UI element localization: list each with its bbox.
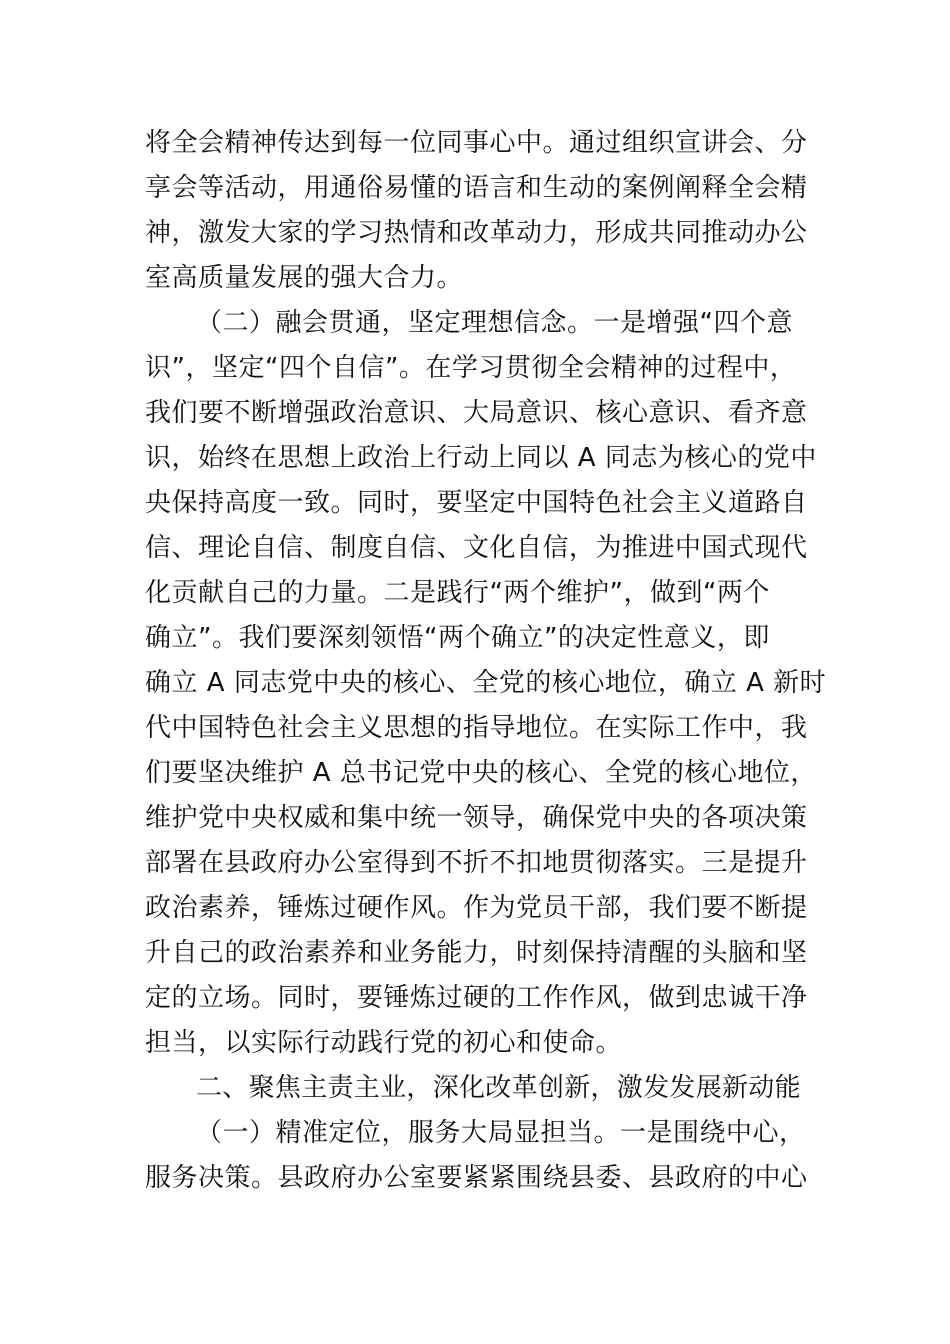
text-line: 央保持高度一致。同时，要坚定中国特色社会主义道路自: [145, 488, 808, 518]
text-line: 享会等活动，用通俗易懂的语言和生动的案例阐释全会精: [145, 173, 808, 203]
text-line: 识，始终在思想上政治上行动上同以 A 同志为核心的党中: [145, 443, 817, 473]
text-line: 确立 A 同志党中央的核心、全党的核心地位，确立 A 新时: [145, 668, 827, 698]
text-line: 信、理论自信、制度自信、文化自信，为推进中国式现代: [145, 533, 808, 563]
text-line: 定的立场。同时，要锤炼过硬的工作作风，做到忠诚干净: [145, 983, 808, 1013]
text-line: 们要坚决维护 A 总书记党中央的核心、全党的核心地位，: [145, 758, 817, 788]
text-line: 将全会精神传达到每一位同事心中。通过组织宣讲会、分: [145, 128, 808, 158]
text-line: 识”，坚定“四个自信”。在学习贯彻全会精神的过程中，: [145, 353, 797, 383]
text-line: 部署在县政府办公室得到不折不扣地贯彻落实。三是提升: [145, 848, 808, 878]
text-line: 室高质量发展的强大合力。: [145, 263, 464, 293]
text-line: 升自己的政治素养和业务能力，时刻保持清醒的头脑和坚: [145, 938, 808, 968]
text-line: 化贡献自己的力量。二是践行“两个维护”，做到“两个: [145, 578, 770, 608]
text-line: 神，激发大家的学习热情和改革动力，形成共同推动办公: [145, 218, 808, 248]
paragraph-start-line: （一）精准定位，服务大局显担当。一是围绕中心，: [196, 1118, 806, 1148]
paragraph-start-line: （二）融会贯通，坚定理想信念。一是增强“四个意: [196, 308, 793, 338]
text-line: 确立”。我们要深刻领悟“两个确立”的决定性意义，即: [145, 623, 770, 653]
text-line: 代中国特色社会主义思想的指导地位。在实际工作中，我: [145, 713, 808, 743]
text-line: 维护党中央权威和集中统一领导，确保党中央的各项决策: [145, 803, 808, 833]
text-line: 服务决策。县政府办公室要紧紧围绕县委、县政府的中心: [145, 1163, 808, 1193]
section-heading: 二、聚焦主责主业，深化改革创新，激发发展新动能: [196, 1073, 801, 1103]
text-line: 政治素养，锤炼过硬作风。作为党员干部，我们要不断提: [145, 893, 808, 923]
text-line: 担当，以实际行动践行党的初心和使命。: [145, 1028, 623, 1058]
text-line: 我们要不断增强政治意识、大局意识、核心意识、看齐意: [145, 398, 808, 428]
